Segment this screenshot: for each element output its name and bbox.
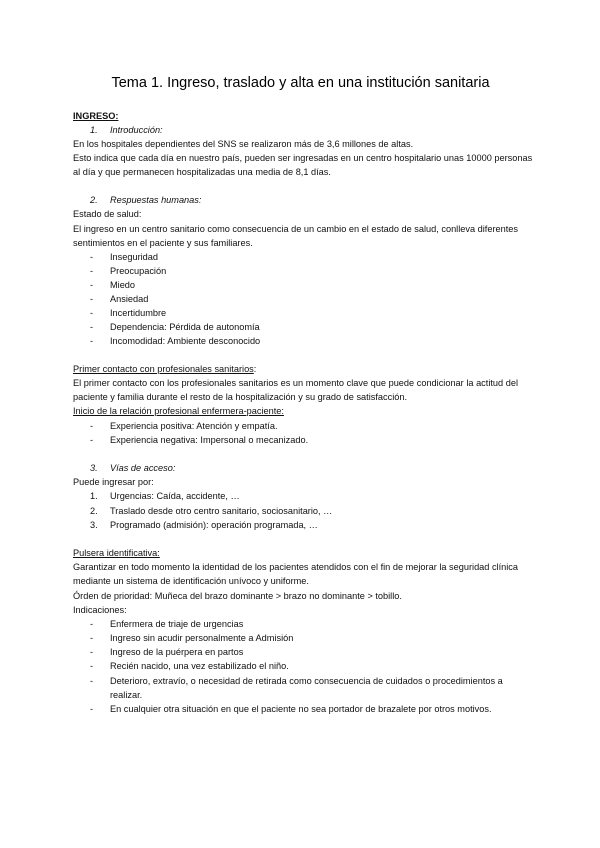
section-1-line: En los hospitales dependientes del SNS se realizaron más de 3,6 millones de altas. <box>73 139 414 149</box>
section-1-line: Esto indica que cada día en nuestro país, pueden ser ingresadas en un centro hospitalario unas 10000 personas <box>73 153 533 163</box>
list-item: Inseguridad <box>110 252 159 262</box>
list-item: Experiencia negativa: Impersonal o mecanizado. <box>110 435 309 445</box>
section-2-line: El ingreso en un centro sanitario como consecuencia de un cambio en el estado de salud, conlleva diferentes <box>73 224 518 234</box>
section-1-number: 1. <box>90 125 98 135</box>
bullet-dash: - <box>90 619 94 629</box>
list-item: Miedo <box>110 280 136 290</box>
list-item: Experiencia positiva: Atención y empatía. <box>110 421 278 431</box>
list-item: Dependencia: Pérdida de autonomía <box>110 322 260 332</box>
contacto-line: El primer contacto con los profesionales sanitarios es un momento clave que puede condicionar la actitud del <box>73 378 518 388</box>
bullet-dash: - <box>90 704 94 714</box>
list-item-continuation: realizar. <box>110 690 143 700</box>
section-1-line: al día y que permanecen hospitalizadas una media de 8,1 días. <box>73 167 331 177</box>
pulsera-line: mediante un sistema de identificación unívoco y uniforme. <box>73 576 309 586</box>
bullet-dash: - <box>90 633 94 643</box>
section-2-line: sentimientos en el paciente y sus familiares. <box>73 238 253 248</box>
list-item: Deterioro, extravío, o necesidad de retirada como consecuencia de cuidados o procedimientos a <box>110 676 503 686</box>
primer-contacto-heading <box>73 363 256 375</box>
list-item: Incomodidad: Ambiente desconocido <box>110 336 261 346</box>
bullet-dash: - <box>90 322 94 332</box>
list-item: Enfermera de triaje de urgencias <box>110 619 244 629</box>
numbered-item-number: 2. <box>90 506 98 516</box>
list-item: Ingreso de la puérpera en partos <box>110 647 244 657</box>
numbered-item: Traslado desde otro centro sanitario, sociosanitario, … <box>110 506 333 516</box>
bullet-dash: - <box>90 676 94 686</box>
bullet-dash: - <box>90 266 94 276</box>
primer-contacto-colon: : <box>253 364 257 374</box>
primer-contacto-heading-text: Primer contacto con profesionales sanitarios <box>73 364 254 374</box>
orden-prioridad: Órden de prioridad: Muñeca del brazo dominante > brazo no dominante > tobillo. <box>73 591 402 601</box>
section-1-title: Introducción: <box>110 125 163 135</box>
bullet-dash: - <box>90 421 94 431</box>
relacion-heading: Inicio de la relación profesional enfermera-paciente: <box>73 406 284 416</box>
numbered-item-number: 1. <box>90 491 98 501</box>
bullet-dash: - <box>90 252 94 262</box>
document-title: Tema 1. Ingreso, traslado y alta en una institución sanitaria <box>111 75 490 91</box>
bullet-dash: - <box>90 308 94 318</box>
list-item: En cualquier otra situación en que el paciente no sea portador de brazalete por otros motivos. <box>110 704 492 714</box>
ingreso-heading: INGRESO: <box>73 111 119 121</box>
numbered-item: Urgencias: Caída, accidente, … <box>110 491 240 501</box>
list-item: Ingreso sin acudir personalmente a Admisión <box>110 633 294 643</box>
section-2-title: Respuestas humanas: <box>110 195 202 205</box>
list-item: Preocupación <box>110 266 167 276</box>
puede-ingresar-heading: Puede ingresar por: <box>73 477 154 487</box>
contacto-line: paciente y familia durante el resto de la hospitalización y su grado de satisfacción. <box>73 392 408 402</box>
list-item: Ansiedad <box>110 294 149 304</box>
pulsera-line: Garantizar en todo momento la identidad de los pacientes atendidos con el fin de mejorar la seguridad clínica <box>73 562 518 572</box>
numbered-item: Programado (admisión): operación programada, … <box>110 520 318 530</box>
bullet-dash: - <box>90 336 94 346</box>
bullet-dash: - <box>90 647 94 657</box>
bullet-dash: - <box>90 294 94 304</box>
section-3-title: Vías de acceso: <box>110 463 176 473</box>
list-item: Recién nacido, una vez estabilizado el niño. <box>110 661 289 671</box>
numbered-item-number: 3. <box>90 520 98 530</box>
pulsera-heading: Pulsera identificativa: <box>73 548 160 558</box>
estado-salud-heading: Estado de salud: <box>73 209 142 219</box>
bullet-dash: - <box>90 280 94 290</box>
list-item: Incertidumbre <box>110 308 167 318</box>
section-3-number: 3. <box>90 463 98 473</box>
bullet-dash: - <box>90 661 94 671</box>
section-2-number: 2. <box>90 195 98 205</box>
indicaciones-heading: Indicaciones: <box>73 605 127 615</box>
bullet-dash: - <box>90 435 94 445</box>
